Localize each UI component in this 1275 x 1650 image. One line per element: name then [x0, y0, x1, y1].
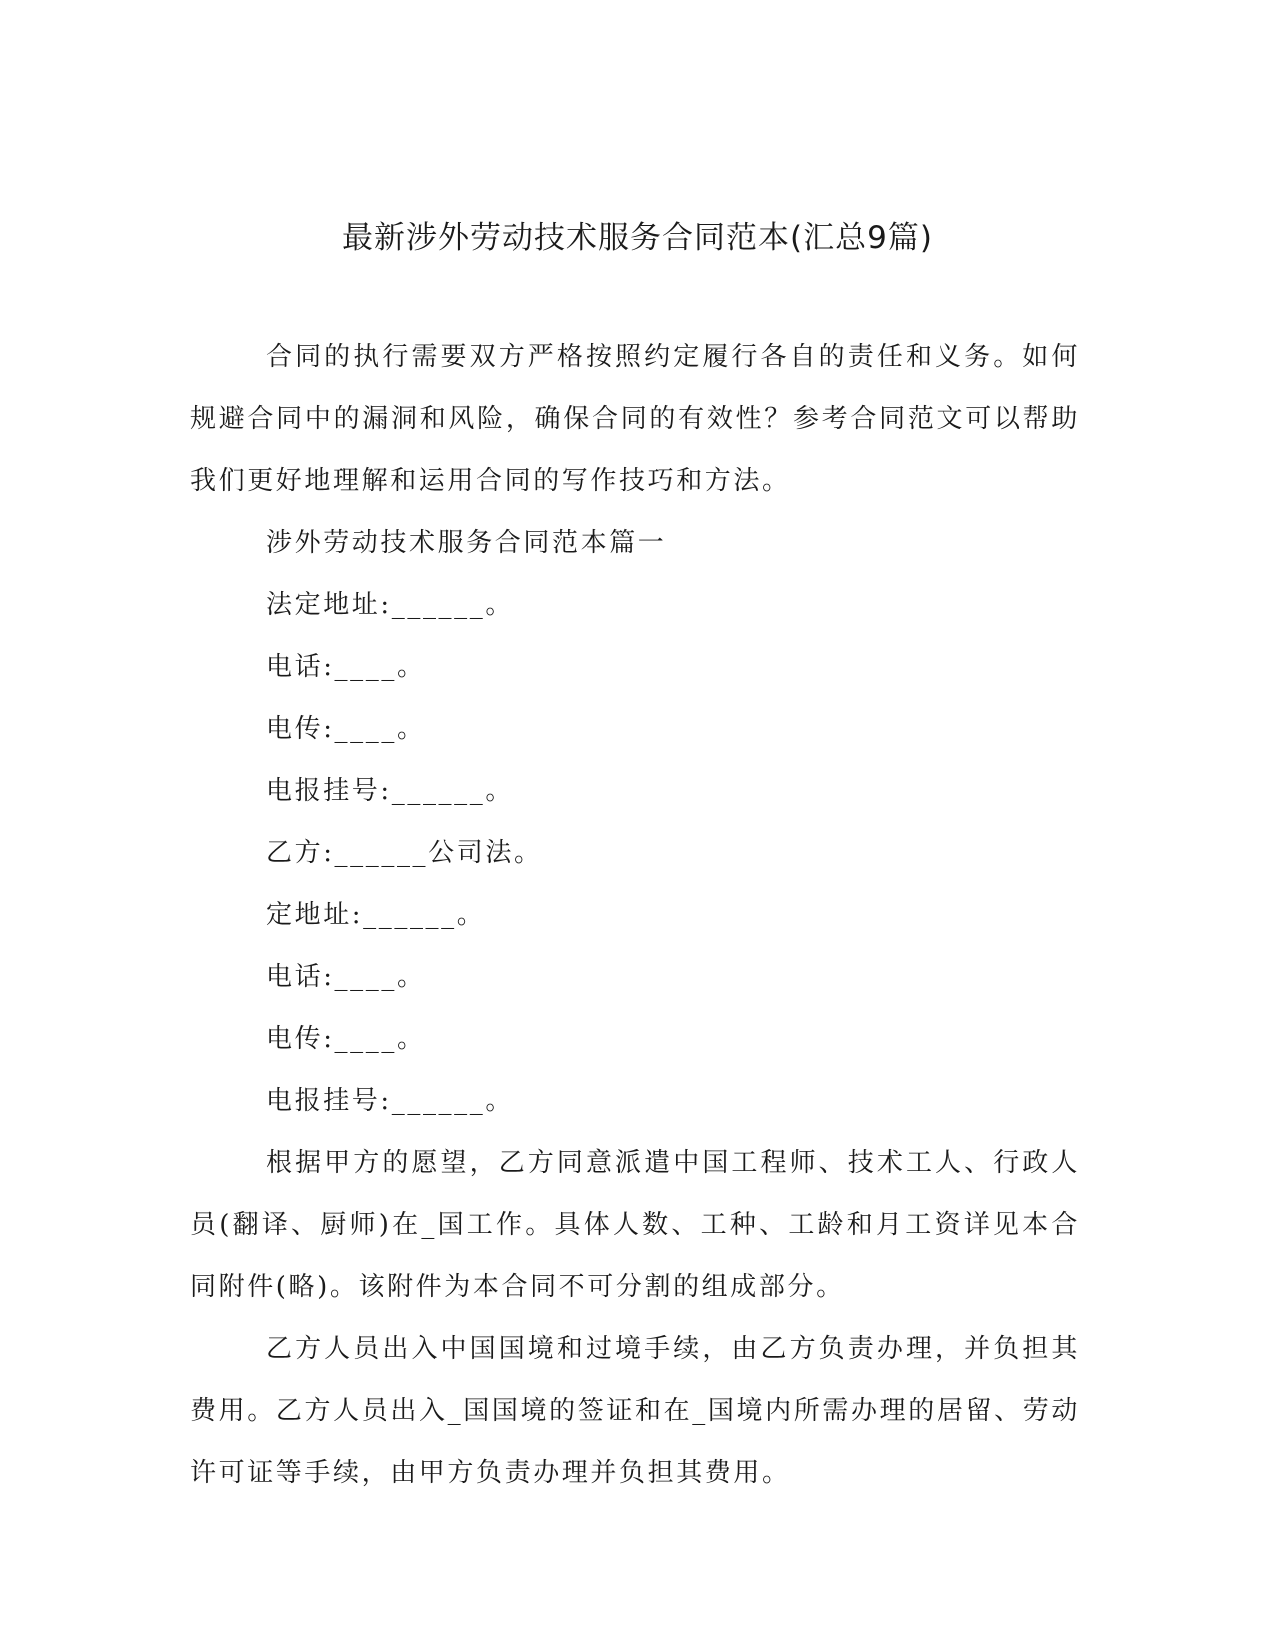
party-a-telegraph: 电报挂号:______。: [266, 776, 514, 806]
party-a-address: 法定地址:______。: [266, 590, 514, 620]
document-body: [190, 326, 1080, 1504]
intro-paragraph: 合同的执行需要双方严格按照约定履行各自的责任和义务。如何规避合同中的漏洞和风险，确保合同的有效性？参考合同范文可以帮助我们更好地理解和运用合同的写作技巧和方法。: [190, 342, 1080, 496]
clause-personnel: 根据甲方的愿望，乙方同意派遣中国工程师、技术工人、行政人员(翻译、厨师)在_国工作。具体人数、工种、工龄和月工资详见本合同附件(略)。该附件为本合同不可分割的组成部分。: [190, 1148, 1080, 1302]
party-b-phone: 电话:____。: [266, 962, 426, 992]
party-b-address: 定地址:______。: [266, 900, 486, 930]
clause-border-procedures: 乙方人员出入中国国境和过境手续，由乙方负责办理，并负担其费用。乙方人员出入_国国境的签证和在_国境内所需办理的居留、劳动许可证等手续，由甲方负责办理并负担其费用。: [190, 1334, 1080, 1488]
party-b-telegraph: 电报挂号:______。: [266, 1086, 514, 1116]
party-a-fax: 电传:____。: [266, 714, 426, 744]
party-b-name: 乙方:______公司法。: [266, 838, 543, 868]
document-title: 最新涉外劳动技术服务合同范本(汇总9篇): [342, 220, 933, 256]
party-a-phone: 电话:____。: [266, 652, 426, 682]
party-b-fax: 电传:____。: [266, 1024, 426, 1054]
section-heading: 涉外劳动技术服务合同范本篇一: [266, 528, 667, 558]
